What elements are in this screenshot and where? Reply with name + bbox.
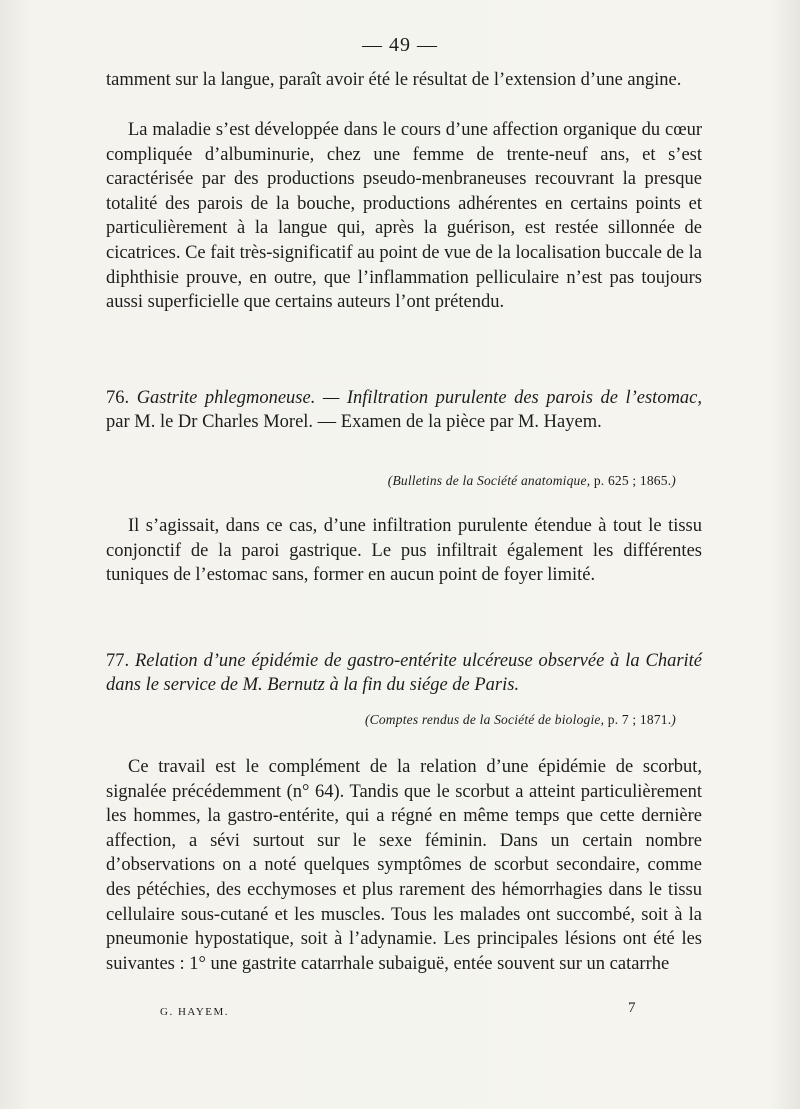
entry-number: 77. — [106, 651, 130, 671]
citation-ref: p. 7 ; 1871. — [607, 712, 672, 727]
entry-number: 76. — [106, 388, 130, 408]
footer-signature: G. HAYEM. — [160, 1006, 230, 1018]
entry-77-heading — [106, 649, 702, 698]
citation-ref: p. 625 ; 1865. — [593, 473, 672, 488]
entry-76-heading — [106, 386, 702, 435]
entry-77-body — [106, 755, 702, 976]
entry-authors: par M. le Dr Charles Morel. — Examen de la pièce par M. Hayem. — [106, 412, 602, 433]
entry-77-citation: (Comptes rendus de la Société de biologie, p. 7 ; 1871.) — [364, 712, 676, 727]
entry-title: Relation d’une épidémie de gastro-entérite ulcéreuse observée à la Charité dans le service de M. Bernutz à la fin du siége de Paris. — [106, 651, 703, 696]
paragraph-case-description — [106, 118, 702, 315]
paragraph-text: tamment sur la langue, paraît avoir été le résultat de l’extension d’une angine. — [106, 70, 682, 90]
paragraph-text: Il s’agissait, dans ce cas, d’une infiltration purulente étendue à tout le tissu conjonctif de la paroi gastrique. Le pus infiltrait également les différentes tuniques de l’estomac sans, former en aucun point de foyer limité. — [106, 516, 702, 586]
paragraph-continuation — [106, 68, 702, 93]
paragraph-text: Ce travail est le complément de la relation d’une épidémie de scorbut, signalée précédemment (n° 64). Tandis que le scorbut a atteint particulièrement les hommes, la gastro-entérite, qui a régné en même temps que cette dernière affection, a sévi surtout sur le sexe féminin. Dans un certain nombre d’observations on a noté quelques symptômes de scorbut secondaire, comme des pétéchies, des ecchymoses et plus rarement des hémorrhagies dans le tissu cellulaire sous-cutané et les muscles. Tous les malades ont succombé, soit à la pneumonie hypostatique, soit à l’adynamie. Les principales lésions ont été les suivantes : 1° une gastrite catarrhale subaiguë, entée souvent sur un catarrhe — [106, 757, 702, 974]
citation-journal: Comptes rendus de la Société de biologie, — [369, 712, 605, 727]
paragraph-text: La maladie s’est développée dans le cours d’une affection organique du cœur compliquée d’albuminurie, chez une femme de trente-neuf ans, et s’est caractérisée par des productions pseudo-menbraneuses recouvrant la presque totalité des parois de la bouche, productions adhérentes en certains points et particulièrement à la langue qui, après la guérison, est restée sillonnée de cicatrices. Ce fait très-significatif au point de vue de la localisation buccale de la diphthisie prouve, en outre, que l’inflammation pelliculaire n’est pas toujours aussi superficielle que certains auteurs l’ont prétendu. — [106, 120, 702, 313]
page-number: — 49 — — [362, 34, 438, 56]
entry-76-citation: (Bulletins de la Société anatomique, p. 625 ; 1865.) — [387, 473, 676, 488]
citation-journal: Bulletins de la Société anatomique, — [392, 473, 591, 488]
entry-76-body — [106, 514, 702, 588]
entry-title: Gastrite phlegmoneuse. — Infiltration purulente des parois de l’estomac, — [136, 388, 703, 408]
footer-sheet-number: 7 — [628, 1000, 636, 1016]
